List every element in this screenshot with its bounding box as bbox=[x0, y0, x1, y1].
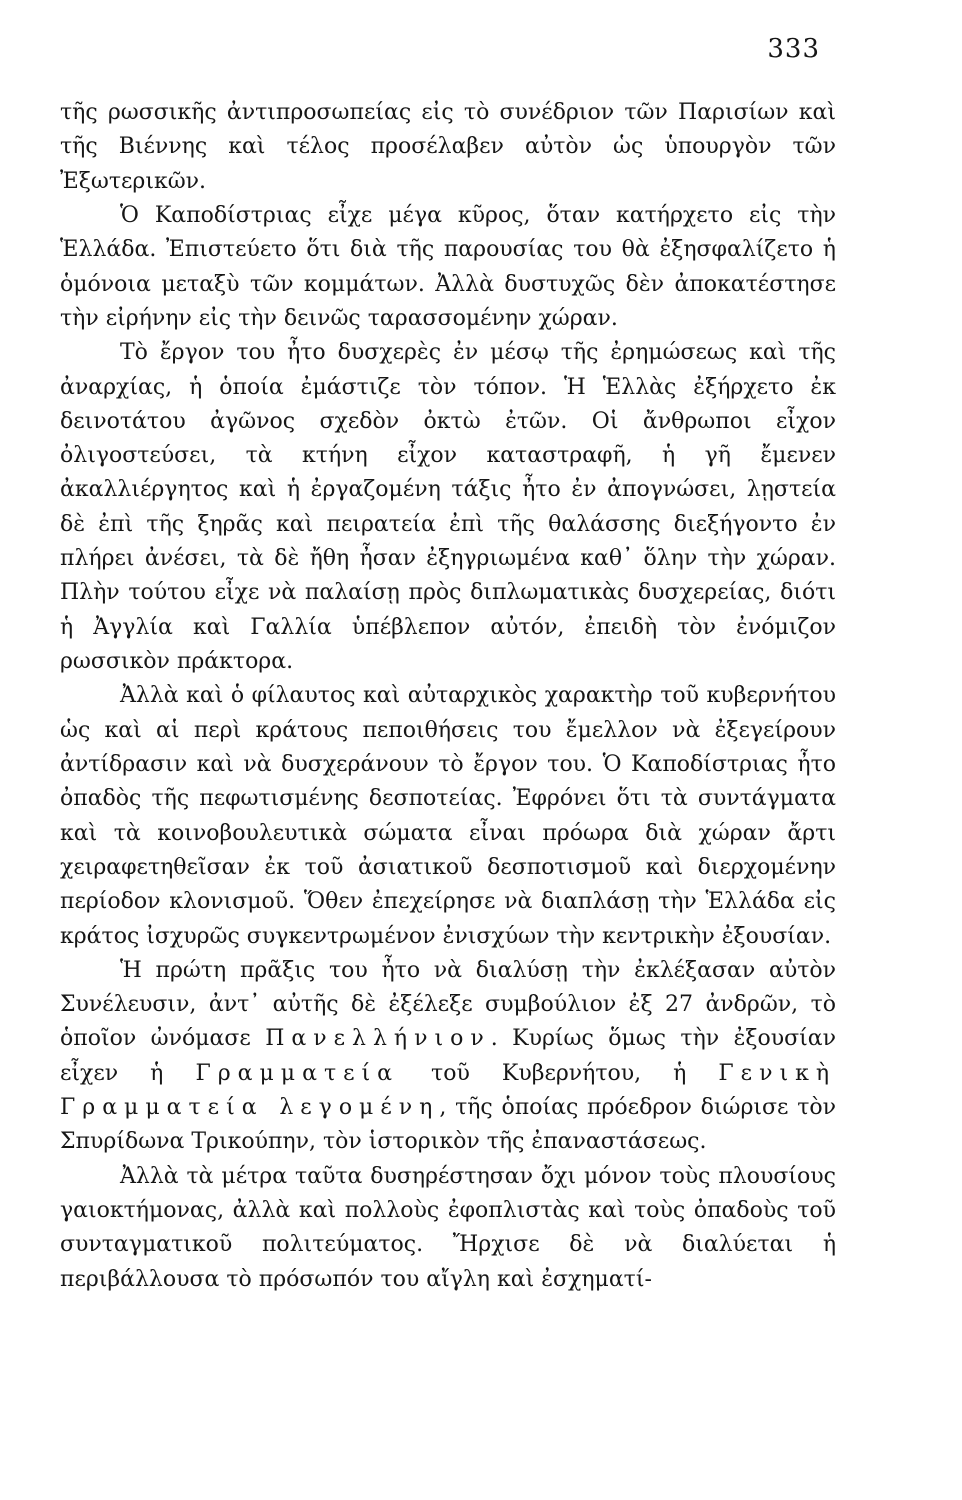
paragraph-5-text-b: . Κυρίως ὅμως τὴν ἐξουσίαν εἶχεν ἡ bbox=[60, 1026, 837, 1086]
paragraph-1-continued bbox=[60, 96, 836, 199]
paragraph-6-text: Ἀλλὰ τὰ μέτρα ταῦτα δυσηρέστησαν ὄχι μόνον τοὺς πλουσίους γαιοκτήμονας, ἀλλὰ καὶ πολλοὺς ἐφοπλιστὰς καὶ τοὺς ὀπαδοὺς τοῦ συνταγματικοῦ πολιτεύματος. Ἤρχισε δὲ νὰ διαλύεται ἡ περιβάλλουσα τὸ πρόσωπόν του αἴγλη καὶ ἐσχηματί- bbox=[60, 1163, 836, 1292]
paragraph-4-text: Ἀλλὰ καὶ ὁ φίλαυτος καὶ αὐταρχικὸς χαρακτὴρ τοῦ κυβερνήτου ὡς καὶ αἱ περὶ κράτους πεποιθήσεις του ἔμελλον νὰ ἐξεγείρουν ἀντίδρασιν καὶ νὰ δυσχεράνουν τὸ ἔργον του. Ὁ Καποδίστριας ἦτο ὀπαδὸς τῆς πεφωτισμένης δεσποτείας. Ἐφρόνει ὅτι τὰ συντάγματα καὶ τὰ κοινοβουλευτικὰ σώματα εἶναι πρόωρα διὰ χώραν ἄρτι χειραφετηθεῖσαν ἐκ τοῦ ἀσιατικοῦ δεσποτισμοῦ καὶ διερχομένην περίοδον κλονισμοῦ. Ὅθεν ἐπεχείρησε νὰ διαπλάσῃ τὴν Ἑλλάδα εἰς κράτος ἰσχυρῶς συγκεντρωμένον ἐνισχύων τὴν κεντρικὴν ἐξουσίαν. bbox=[60, 683, 836, 949]
paragraph-5-text-d: , τῆς ὁποίας πρόεδρον διώρισε τὸν Σπυρίδωνα Τρικούπην, τὸν ἱστορικὸν τῆς ἐπαναστάσεως. bbox=[60, 1095, 836, 1155]
paragraph-5-text-a: Ἡ πρώτη πρᾶξις του ἦτο νὰ διαλύσῃ τὴν ἐκλέξασαν αὐτὸν Συνέλευσιν, ἀντ᾿ αὐτῆς δὲ ἐξέλεξε συμβούλιον ἐξ 27 ἀνδρῶν, τὸ ὁποῖον ὠνόμασε bbox=[60, 957, 836, 1052]
page-number: 333 bbox=[767, 34, 820, 64]
paragraph-5 bbox=[60, 954, 836, 1160]
paragraph-5-spaced-term-panellinion: Πανελλήνιον bbox=[265, 1026, 491, 1052]
paragraph-4 bbox=[60, 679, 836, 954]
paragraph-5-spaced-term-grammateia: Γραμματεία bbox=[195, 1060, 399, 1086]
paragraph-5-text-c: τοῦ Κυβερνήτου, ἡ bbox=[399, 1060, 719, 1086]
paragraph-2-text: Ὁ Καποδίστριας εἶχε μέγα κῦρος, ὅταν κατήρχετο εἰς τὴν Ἑλλάδα. Ἐπιστεύετο ὅτι διὰ τῆς παρουσίας του θὰ ἐξησφαλίζετο ἡ ὁμόνοια μεταξὺ τῶν κομμάτων. Ἀλλὰ δυστυχῶς δὲν ἀποκατέστησε τὴν εἰρήνην εἰς τὴν δεινῶς ταρασσομένην χώραν. bbox=[60, 202, 836, 331]
paragraph-6 bbox=[60, 1160, 836, 1297]
paragraph-2 bbox=[60, 199, 836, 336]
paragraph-1-text: τῆς ρωσσικῆς ἀντιπροσωπείας εἰς τὸ συνέδριον τῶν Παρισίων καὶ τῆς Βιέννης καὶ τέλος προσέλαβεν αὐτὸν ὡς ὑπουργὸν τῶν Ἐξωτερικῶν. bbox=[60, 100, 836, 194]
paragraph-3-text: Τὸ ἔργον του ἦτο δυσχερὲς ἐν μέσῳ τῆς ἐρημώσεως καὶ τῆς ἀναρχίας, ἡ ὁποία ἐμάστιζε τὸν τόπον. Ἡ Ἑλλὰς ἐξήρχετο ἐκ δεινοτάτου ἀγῶνος σχεδὸν ὀκτὼ ἐτῶν. Οἱ ἄνθρωποι εἶχον ὀλιγοστεύσει, τὰ κτήνη εἶχον καταστραφῆ, ἡ γῆ ἔμενεν ἀκαλλιέργητος καὶ ἡ ἐργαζομένη τάξις ἦτο ἐν ἀπογνώσει, λῃστεία δὲ ἐπὶ τῆς ξηρᾶς καὶ πειρατεία ἐπὶ τῆς θαλάσσης διεξήγοντο ἐν πλήρει ἀνέσει, τὰ δὲ ἤθη ἦσαν ἐξηγριωμένα καθ᾿ ὅλην τὴν χώραν. Πλὴν τούτου εἶχε νὰ παλαίσῃ πρὸς διπλωματικὰς δυσχερείας, διότι ἡ Ἀγγλία καὶ Γαλλία ὑπέβλεπον αὐτόν, ἐπειδὴ τὸν ἐνόμιζον ρωσσικὸν πράκτορα. bbox=[60, 340, 836, 674]
paragraph-3 bbox=[60, 336, 836, 679]
paragraph-5-spaced-term-geniki-grammateia: Γενικὴ Γραμματεία λεγομένη bbox=[60, 1060, 837, 1121]
body-text bbox=[60, 96, 836, 1297]
